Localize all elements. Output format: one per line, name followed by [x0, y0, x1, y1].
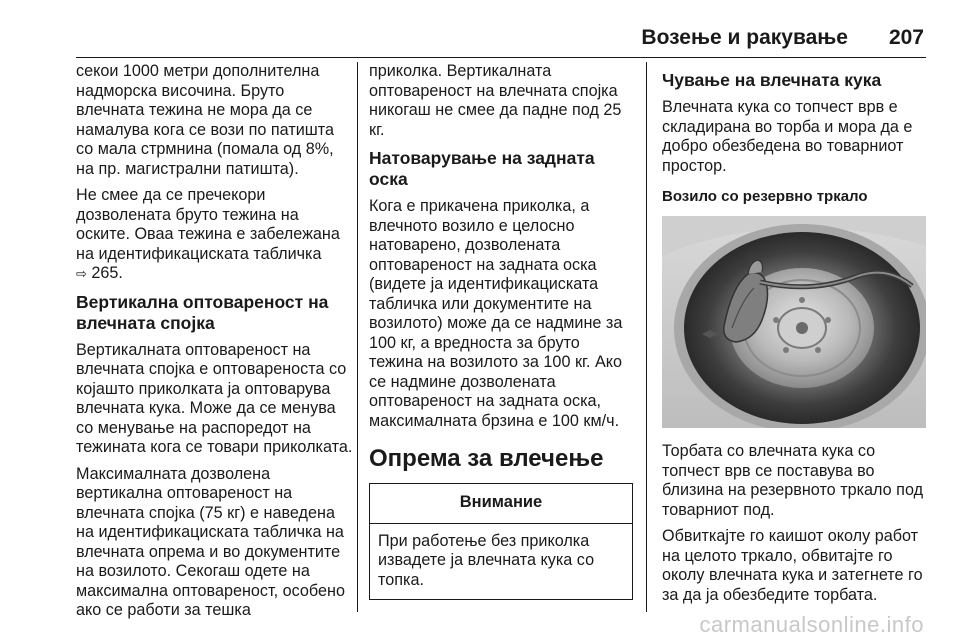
paragraph-axle-weight: [76, 186, 354, 284]
paragraph-altitude: секои 1000 метри дополнителна надморска височина. Бруто влечната тежина не мора да се намалува кога се вози по патишта со мала стрмнина (помала од 8%, на пр. магистрални патишта).: [76, 62, 334, 178]
column-divider-left: [357, 62, 358, 612]
column-middle: [369, 62, 633, 612]
header-divider: [76, 57, 926, 58]
paragraph-trailer-min-load: приколка. Вертикалната оптовареност на влечната спојка никогаш не смее да падне под 25 кг.: [369, 62, 622, 139]
warning-title: Внимание: [370, 484, 632, 524]
paragraph-vertical-load: Вертикалната оптовареност на влечната спојка е оптовареноста со којашто приколката ја оптоварува влечната кука. Може да се менува со менување на распоредот на тежината кога се товари приколката.: [76, 340, 353, 456]
heading-towbar-storage: Чување на влечната кука: [662, 70, 882, 90]
heading-vertical-load: Вертикална оптовареност на влечната спојка: [76, 291, 329, 333]
paragraph-max-vertical-load: Максималната дозволена вертикална оптовареност на влечната спојка (75 кг) е наведена на идентификациската табличка на влечната опрема и во документите на возилото. Секогаш одете на максимална оптовареност, особено ако се работи за тешка: [76, 464, 345, 619]
heading-towing-equipment: Опрема за влечење: [369, 445, 604, 472]
paragraph-strap-instructions: Обвиткајте го каишот околу работ на целото тркало, обвитајте го околу влечната кука и затегнете го за да ја обезбедите торбата.: [662, 527, 923, 604]
column-divider-right: [646, 62, 647, 612]
column-right: [662, 62, 928, 612]
cross-reference-page[interactable]: 265.: [91, 264, 123, 282]
heading-spare-wheel: Возило со резервно тркало: [662, 188, 868, 205]
paragraph-bag-placement: Торбата со влечната кука со топчест врв се поставува во близина на резервното тркало под товарниот под.: [662, 442, 924, 519]
spare-wheel-illustration: [662, 216, 926, 428]
warning-box: [369, 483, 633, 600]
cross-reference-icon[interactable]: ⇨: [76, 266, 87, 281]
heading-rear-axle-load: Натоварување на задната оска: [369, 148, 595, 189]
watermark: carmanualsonline.info: [699, 612, 924, 637]
paragraph-axle-weight-text: Не смее да се пречекори дозволената бруто тежина на оските. Оваа тежина е забележана на идентификациската табличка: [76, 186, 340, 263]
column-left: [76, 62, 354, 619]
page-number: 207: [888, 26, 924, 49]
section-title: Возење и ракување: [641, 26, 848, 49]
page-header: [0, 0, 960, 60]
paragraph-rear-axle-load: Кога е прикачена приколка, а влечното возило е целосно натоварено, дозволената оптовареност на задната оска (видете ја идентификациската табличка или документите на возилото) може да се надмине за 100 кг, а вредноста за бруто тежина на возилото за 100 кг. Ако се надмине дозволената оптовареност на задната оска, максималната брзина е 100 км/ч.: [369, 197, 623, 430]
warning-text: При работење без приколка извадете ја влечната кука со топка.: [378, 531, 595, 589]
paragraph-towbar-storage: Влечната кука со топчест врв е складирана во торба и мора да е добро обезбедена во товарниот простор.: [662, 98, 913, 175]
